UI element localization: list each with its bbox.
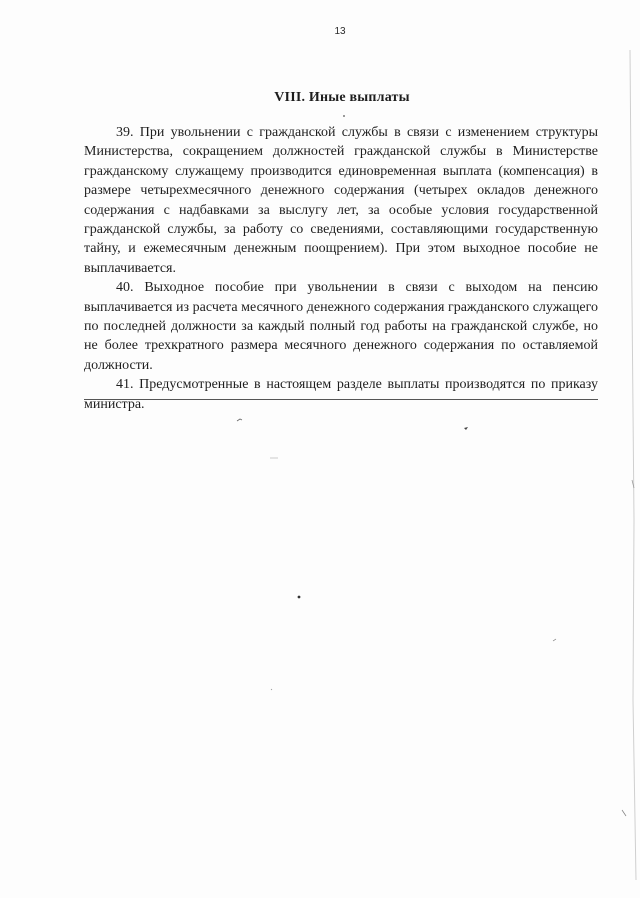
paragraph-39: 39. При увольнении с гражданской службы в связи с изменением структуры Министерства, сокращением должностей гражданской службы в Министерстве гражданскому служащему производится единовременная выплата (компенсация) в размере четырехмесячного денежного содержания (четырех окладов денежного содержания с надбавками за выслугу лет, за особые условия государственной гражданской службы, за работу со сведениями, составляющими государственную тайну, и ежемесячным денежным поощрением). При этом выходное пособие не выплачивается.	[84, 125, 598, 276]
paragraph-41: 41. Предусмотренные в настоящем разделе выплаты производятся по приказу министра.	[84, 377, 598, 412]
paragraph-40: 40. Выходное пособие при увольнении в связи с выходом на пенсию выплачивается из расчета месячного денежного содержания гражданского служащего по последней должности за каждый полный год работы на гражданской службе, но не более трехкратного размера месячного денежного содержания по оставляемой должности.	[84, 280, 598, 373]
section-body	[84, 123, 598, 414]
scan-edge-shadow	[630, 50, 636, 880]
scan-speck	[464, 427, 468, 430]
page-number: 13	[334, 26, 346, 37]
scan-speck	[553, 639, 556, 641]
scan-speck	[622, 810, 626, 816]
scan-speck	[298, 596, 301, 599]
section-end-rule	[84, 399, 598, 400]
scan-speck	[632, 480, 634, 488]
section-heading: VIII. Иные выплаты	[274, 90, 410, 105]
scan-speck	[237, 419, 242, 421]
scan-speck	[343, 115, 345, 117]
scan-speck	[271, 689, 272, 690]
